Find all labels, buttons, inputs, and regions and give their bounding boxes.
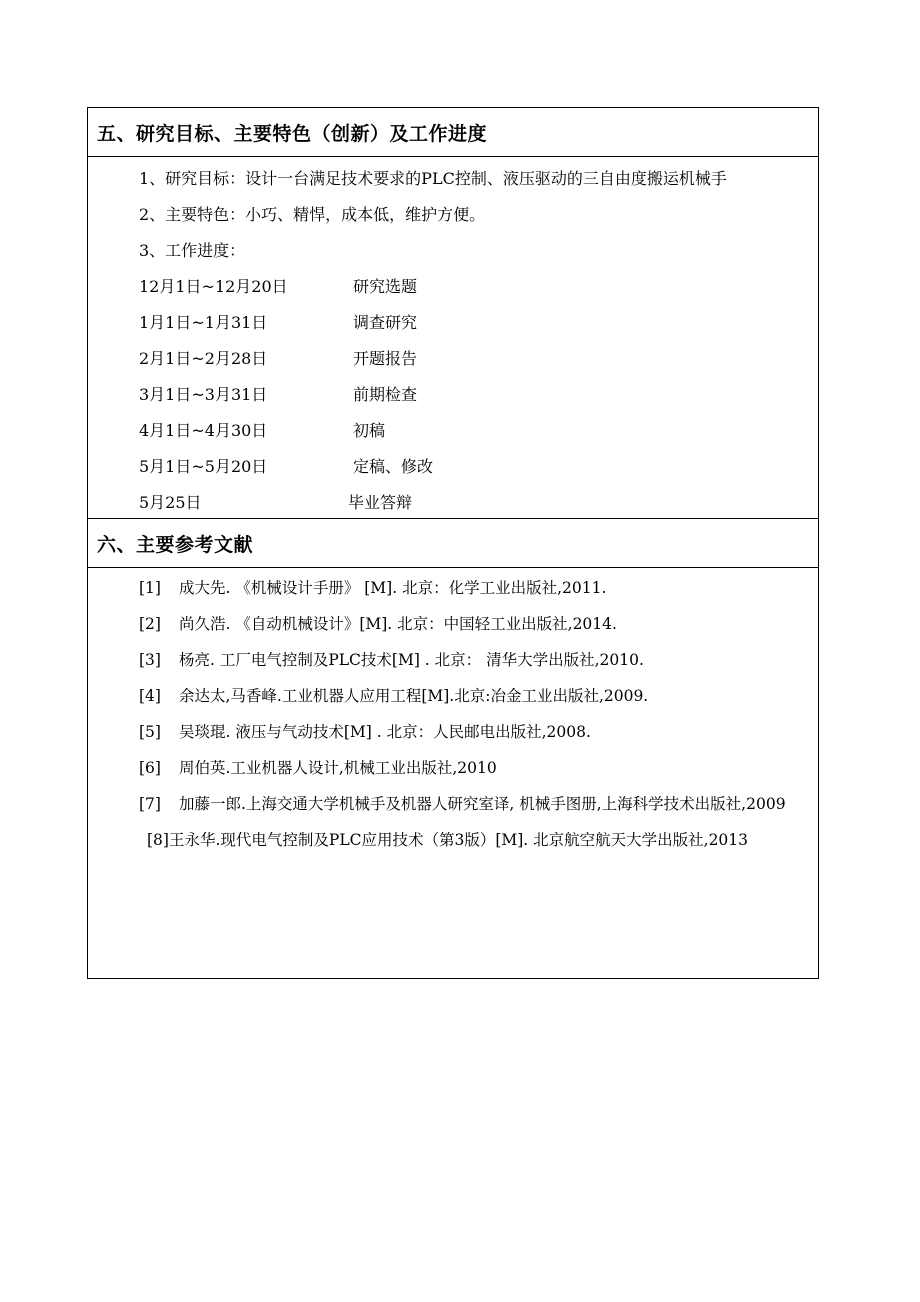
schedule-row [88,413,818,449]
schedule-date: 3月1日~3月31日 [139,385,268,404]
proposal-table [87,107,819,979]
section-6-body [88,568,818,978]
schedule-task: 毕业答辩 [348,493,413,512]
schedule-date: 2月1日~2月28日 [139,349,268,368]
schedule-date: 5月25日 [139,493,202,512]
reference-number: [1] [139,579,161,597]
schedule-task: 初稿 [353,421,386,440]
schedule-date: 5月1日~5月20日 [139,457,268,476]
schedule-row [88,269,818,305]
reference-text: 杨亮. 工厂电气控制及PLC技术[M] . 北京： 清华大学出版社,2010. [178,651,644,669]
reference-item [88,642,818,678]
section-6-title: 六、主要参考文献 [88,519,818,568]
reference-number: [5] [139,723,161,741]
schedule-task: 研究选题 [353,277,418,296]
schedule-date: 1月1日~1月31日 [139,313,268,332]
main-features: 2、主要特色：小巧、精悍，成本低，维护方便。 [139,205,486,224]
schedule-row [88,449,818,485]
reference-text: [8]王永华.现代电气控制及PLC应用技术（第3版）[M]. 北京航空航天大学出版社,2013 [147,831,749,849]
schedule-date: 4月1日~4月30日 [139,421,268,440]
schedule-row [88,485,818,521]
reference-item [88,570,818,606]
reference-text: 成大先. 《机械设计手册》 [M]. 北京：化学工业出版社,2011. [178,579,607,597]
reference-text: 周伯英.工业机器人设计,机械工业出版社,2010 [178,759,497,777]
reference-number: [7] [139,795,161,813]
research-goal: 1、研究目标：设计一台满足技术要求的PLC控制、液压驱动的三自由度搬运机械手 [139,169,727,188]
reference-text: 吴琰琨. 液压与气动技术[M] . 北京：人民邮电出版社,2008. [178,723,591,741]
reference-item [88,822,818,858]
section-5-title: 五、研究目标、主要特色（创新）及工作进度 [88,108,818,157]
schedule-date: 12月1日~12月20日 [139,277,288,296]
schedule-task: 开题报告 [353,349,418,368]
reference-item [88,606,818,642]
reference-item [88,750,818,786]
section-5-body [88,157,818,519]
reference-text: 尚久浩. 《自动机械设计》[M]. 北京：中国轻工业出版社,2014. [178,615,617,633]
schedule-task: 调查研究 [353,313,418,332]
reference-text: 加藤一郎.上海交通大学机械手及机器人研究室译, 机械手图册,上海科学技术出版社,2009 [178,795,786,813]
schedule-row [88,341,818,377]
reference-number: [4] [139,687,161,705]
work-progress-label: 3、工作进度： [139,241,246,260]
schedule-task: 前期检查 [353,385,418,404]
schedule-row [88,377,818,413]
schedule-task: 定稿、修改 [353,457,434,476]
schedule-row [88,305,818,341]
reference-item [88,786,818,822]
reference-number: [6] [139,759,161,777]
reference-number: [3] [139,651,161,669]
reference-text: 余达太,马香峰.工业机器人应用工程[M].北京:冶金工业出版社,2009. [178,687,649,705]
reference-item [88,678,818,714]
reference-number: [2] [139,615,161,633]
reference-item [88,714,818,750]
